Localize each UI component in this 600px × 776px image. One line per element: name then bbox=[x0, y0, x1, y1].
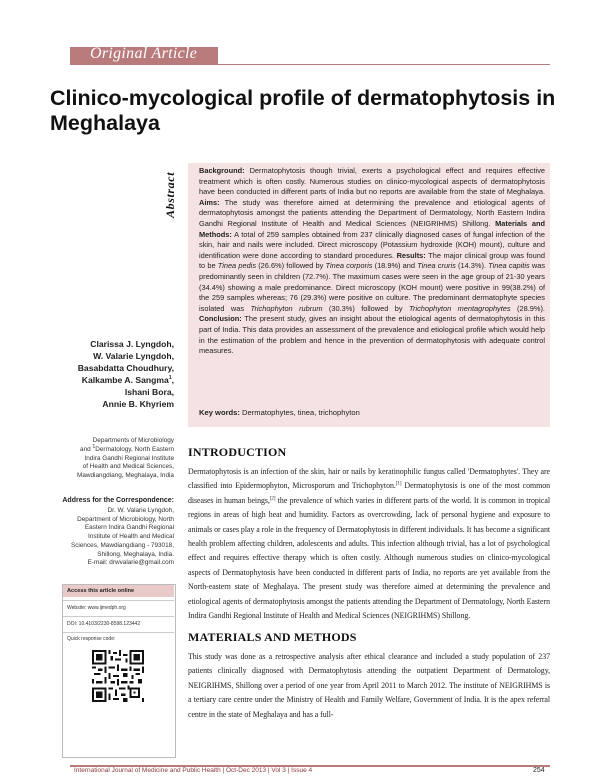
affiliation bbox=[40, 437, 174, 481]
access-website[interactable]: Website: www.ijmedph.org bbox=[63, 600, 174, 615]
correspondence-line: Institute of Health and Medical bbox=[88, 533, 174, 541]
body-text: Dermatophytosis is an infection of the skin, hair or nails by keratinophilic fungus called 'Dermatophytes'. They are classified into Epidermophyton, Microsporum and Trichophyton. bbox=[188, 467, 550, 491]
abstract-methods-label: Materials and Methods: bbox=[199, 218, 545, 239]
abstract-text bbox=[199, 166, 545, 357]
section-heading-introduction: INTRODUCTION bbox=[188, 445, 287, 459]
introduction-paragraph bbox=[188, 465, 550, 623]
species-name: Trichophyton mentagrophytes bbox=[409, 303, 511, 313]
abstract-results: (14.3%). bbox=[455, 261, 489, 271]
author-list bbox=[40, 338, 174, 410]
abstract-results: (28.9%). bbox=[510, 303, 545, 313]
footer-citation: International Journal of Medicine and Public Health | Oct-Dec 2013 | Vol 3 | Issue 4 bbox=[74, 767, 313, 774]
abstract-conclusion-label: Conclusion: bbox=[199, 314, 242, 324]
body-text: Dermatophytosis is one of the most common diseases in human beings, bbox=[188, 481, 550, 505]
abstract-background: Dermatophytosis though trivial, exerts a psychological effect and requires effective treatment which is often costly. Numerous studies on clinico-mycological aspects of dermatophytosis have been conducted in different parts of India but no reports are available from the state of Meghalaya. bbox=[199, 166, 545, 197]
access-qr-label: Quick response code: bbox=[63, 632, 174, 645]
affiliation-text: and bbox=[80, 445, 93, 453]
affiliation-line: of Health and Medical Sciences, bbox=[82, 463, 174, 471]
correspondence-email[interactable]: E-mail: drwvalarie@gmail.com bbox=[87, 559, 174, 567]
article-type-label: Original Article bbox=[90, 45, 198, 62]
abstract-results-label: Results: bbox=[396, 250, 426, 260]
species-name: Trichophyton rubrum bbox=[250, 303, 323, 313]
author-name: Ishani Bora, bbox=[124, 387, 174, 397]
abstract-conclusion: The present study, gives an insight about the etiological agents of dermatophytosis in this part of India. This data provides an assessment of the prevalence and etiological profile which would help in the estimation of the problem and hence in the prevention of dermatophytosis with adequate control measures. bbox=[199, 314, 545, 356]
abstract-aims: The study was therefore aimed at determining the prevalence and etiological agents of dermatophytosis amongst the patients attending the Department of Dermatology, North Eastern Indira Gandhi Regional Institute of Health and Medical Sciences (NEIGRIHMS) Shillong. bbox=[199, 197, 545, 228]
section-heading-methods: MATERIALS AND METHODS bbox=[188, 630, 357, 644]
page-number: 254 bbox=[533, 767, 545, 774]
abstract-methods: A total of 259 samples obtained from 237 clinically diagnosed cases of fungal infection of the skin, hair and nails were included. Direct microscopy (Potassium hydroxide (KOH) mount), culture and identification were done according to standard procedures. bbox=[199, 229, 545, 260]
affiliation-line: Mawdiangdiang, Meghalaya, India bbox=[77, 472, 174, 480]
abstract-results: (26.6%) followed by bbox=[256, 261, 326, 271]
species-name: Tinea capitis bbox=[488, 261, 530, 271]
abstract-results: The major clinical group was found to be bbox=[199, 250, 546, 271]
keywords-list: Dermatophytes, tinea, trichophyton bbox=[239, 408, 360, 417]
author-name bbox=[40, 374, 174, 386]
author-name: Basabdatta Choudhury, bbox=[77, 363, 174, 373]
correspondence-address bbox=[40, 507, 174, 568]
correspondence-line: Shillong, Meghalaya, India. bbox=[97, 550, 174, 558]
author-name: Annie B. Khyriem bbox=[102, 399, 174, 409]
species-name: Tinea pedis bbox=[217, 261, 257, 271]
citation-marker[interactable]: [2] bbox=[269, 496, 276, 502]
methods-paragraph: This study was done as a retrospective analysis after ethical clearance and included a study population of 237 patients clinically diagnosed with Dermatophytosis attending the outpatient Department of Dermatology, NEIGRIHMS, Shillong over a period of one year from April 2011 to March 2012. The institute of NEIGRIHMS is a tertiary care centre under the Ministry of Health and Family Welfare, Government of India. It is the apex referral centre in the state of Meghalaya and has a full- bbox=[188, 652, 550, 719]
abstract-results: (30.3%) followed by bbox=[322, 303, 410, 313]
abstract-background-label: Background: bbox=[199, 166, 245, 175]
affiliation-marker: 1 bbox=[92, 443, 96, 450]
citation-marker[interactable]: [1] bbox=[395, 481, 402, 487]
abstract-label: Abstract bbox=[163, 171, 177, 218]
access-box-title: Access this article online bbox=[63, 585, 174, 597]
correspondence-line: Eastern Indira Gandhi Regional bbox=[84, 524, 174, 532]
author-name-text: , bbox=[171, 375, 174, 385]
correspondence-line: Dr. W. Valarie Lyngdoh, bbox=[107, 507, 174, 514]
abstract-aims-label: Aims: bbox=[199, 197, 220, 207]
species-name: Tinea corporis bbox=[325, 261, 373, 271]
affiliation-line bbox=[40, 443, 174, 455]
abstract-results: was predominantly seen in children (72.7%). The maximum cases were seen in the age group of 21-30 years (34.4%) showing a male predominance. Direct microscopy (KOH mount) were positive in 99(38.2%) of the 259 samples whereas; 76 (29.3%) were positive on culture. The predominant dermatophyte species isolated was bbox=[199, 261, 546, 313]
body-text: the prevalence of which varies in different parts of the world. It is common in tropical regions in areas of high heat and humidity. Factors as overcrowding, lack of personal hygiene and exposure to animals or cases play a role in the frequency of Dermatophytosis in different individuals. It has become a significant health problem affecting children, adolescents and adults. This infection although trivial, has a lot of psychological effect and requires effective therapy which is often costly. Although numerous studies on clinico-mycological aspects of Dermatophytosis have been conducted in different parts of India, no reports are yet available from the North-eastern state of Meghalaya. The present study was therefore aimed at determining the prevalence and etiological agents of dermatophytosis amongst the patients attending the Department of Dermatology, North Eastern Indira Gandhi Regional Institute of Health and Medical Sciences (NEIGRIHMS) Shillong. bbox=[188, 495, 550, 621]
correspondence-title: Address for the Correspondence: bbox=[62, 497, 174, 504]
access-doi[interactable]: DOI: 10.4103/2230-8598.123442 bbox=[63, 616, 174, 631]
affiliation-line: Departments of Microbiology bbox=[92, 437, 174, 444]
qr-code-icon[interactable] bbox=[92, 650, 144, 702]
abstract-results: (18.9%) and bbox=[372, 261, 418, 271]
correspondence-line: Sciences, Mawdiangdiang - 793018, bbox=[70, 541, 174, 549]
affiliation-marker: 1 bbox=[168, 375, 172, 382]
keywords-label: Key words: bbox=[199, 408, 240, 417]
affiliation-text: Dermatology, North Eastern bbox=[95, 445, 174, 453]
author-name-text: Kalkambe A. Sangma bbox=[81, 375, 169, 385]
author-name: Clarissa J. Lyngdoh, bbox=[90, 339, 174, 349]
affiliation-line: Indira Gandhi Regional Institute bbox=[84, 454, 174, 462]
species-name: Tinea cruris bbox=[417, 261, 456, 271]
article-title: Clinico-mycological profile of dermatophytosis in Meghalaya bbox=[50, 86, 556, 135]
correspondence-line: Department of Microbiology, North bbox=[77, 515, 174, 523]
banner-rule bbox=[218, 64, 550, 65]
keywords bbox=[199, 408, 545, 417]
author-name: W. Valarie Lyngdoh, bbox=[93, 351, 174, 361]
